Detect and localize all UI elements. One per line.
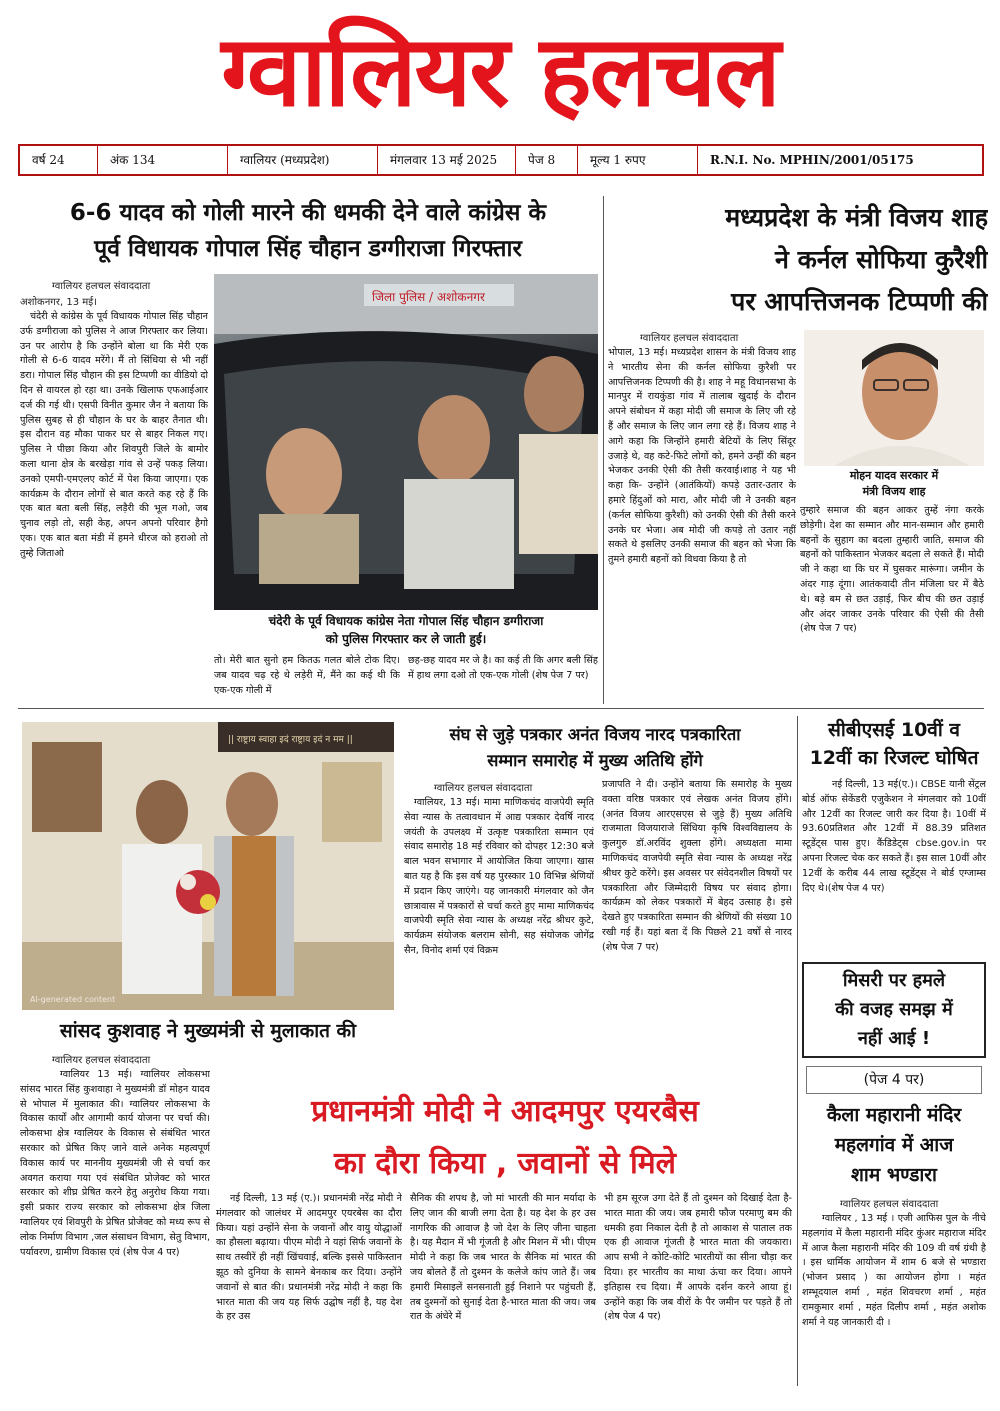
- ai-watermark: AI-generated content: [30, 995, 116, 1004]
- story7-byline: ग्वालियर हलचल संवाददाता: [840, 1199, 939, 1210]
- story6-headline-line1: प्रधानमंत्री मोदी ने आदमपुर एयरबैस: [311, 1094, 699, 1129]
- story1-column-1: चंदेरी से कांग्रेस के पूर्व विधायक गोपाल सिंह चौहान उर्फ डग्गीराजा को पुलिस ने आज गिरफ्तार कर लिया। उन पर आरोप है कि उन्होंने बोला था कि मेरी एक गोली से 6-6 यादव मरेंगे। मैं तो सिंधिया से भी नहीं डरा। गोपाल सिंह चौहान की इस टिप्पणी का वीडियो दो दिन से वायरल हो रहा था। उनके खिलाफ एफआईआर दर्ज की गई थी। एसपी विनीत कुमार जैन ने बताया कि पुलिस सुबह से ही चौहान के घर के बाहर तैनात थी। इस दौरान वह मौका पाकर घर से बाहर निकल गए। पुलिस ने पीछा किया और शिवपुरी जिले के बामोर कला थाना क्षेत्र के बरखेड़ा गांव से उन्हें पकड़ लिया। उनको एमपी-एमएलए कोर्ट में पेश किया जाएगा। एक कार्यक्रम के दौरान लोगों से बात करते कह रहे हैं कि एक बात बता बली सिंह, लड़ैरी की भूल गओ, जब चुनाव लड़ो तो, सही केह, अपन अपनो परिवार हैगो एक। एक बात बता मंडी में हमने धीरज को हराओ तो तुम्हे जिताओ: [20, 311, 208, 559]
- arrest-photo: [214, 274, 598, 610]
- place-of-publication: ग्वालियर (मध्यप्रदेश): [228, 145, 378, 175]
- story5-body: ग्वालियर 13 मई। ग्वालियर लोकसभा सांसद भारत सिंह कुशवाहा ने मुख्यमंत्री डॉ मोहन यादव से भोपाल में मुलाकात की। ग्वालियर लोकसभा के विकास कार्यों और आगामी कार्य योजना पर चर्चा की। लोकसभा क्षेत्र ग्वालियर के विकास से संबंधित भारत सरकार को प्रेषित किए जाने वाले अनेक महत्वपूर्ण विकास कार्य पर माननीय मुख्यमंत्री जी से चर्चा कर अवगत कराया गया एवं संबंधित प्रोजेक्ट को भारत सरकार को शीघ्र प्रेषित करने हेतु अनुरोध किया गया।इसी प्रकार राज्य सरकार को लोकसभा क्षेत्र जिला ग्वालियर एवं शिवपुरी के प्रेषित प्रोजेक्ट को मध्य रूप से लोक निर्माण विभाग ,जल संसाधन विभाग, सेतु विभाग, पर्यावरण, ग्रामीण विकास एवं (शेष पेज 4 पर): [20, 1069, 210, 1258]
- police-sign-text: जिला पुलिस / अशोकनगर: [372, 290, 485, 304]
- minister-caption-line1: मोहन यादव सरकार में: [849, 469, 939, 482]
- arrest-photo-caption-line2: को पुलिस गिरफ्तार कर ले जाती हुई।: [325, 632, 487, 646]
- story7-headline-line1: कैला महारानी मंदिर: [826, 1104, 962, 1126]
- story2-column-1: भोपाल, 13 मई। मध्यप्रदेश शासन के मंत्री विजय शाह ने भारतीय सेना की कर्नल सोफिया कुरैशी पर आपत्तिजनक टिप्पणी की है। शाह ने महू विधानसभा के मानपुर में रायकुंडा गांव में तालाब खुदाई के दौरान अपने संबोधन में कहा मोदी जी समाज के लिए जी रहे हैं और समाज के लिए जान लगा रहे हैं। विजय शाह ने आगे कहा कि जिन्होंने हमारी बेटियों के लिए सिंदूर उजाड़े थे, वह कटे-फिटे लोगों को, हमने उन्हीं की बहन भेजकर उनकी ऐसी की तैसी करवाई।शाह ने यह भी कहा कि- उन्होंने (आतंकियों) कपड़े उतार-उतार के हमारे हिंदुओं को मारा, और मोदी जी ने उनकी बहन (कर्नल सोफिया कुरैशी) को उनकी ऐसी की तैसी करने उनके घर भेजा। अब मोदी जी कपड़े तो उतार नहीं सकते थे इसलिए उनकी समाज की बहन को भेजा कि तुमने हमारी बहनों को विधवा किया है तो: [608, 347, 796, 566]
- story4-headline-line1: सीबीएसई 10वीं व: [828, 719, 960, 741]
- promo-line1: मिसरी पर हमले: [842, 970, 946, 991]
- story1-column-2: तो। मेरी बात सुनो हम कितऊ गलत बोले टोक दिए।जब यादव चढ़ रहे थे लड़ेरी में, मैंने का कई थी कि एक-एक गोली में: [214, 655, 400, 696]
- story6-column-3: भी हम सूरज उगा देते हैं तो दुश्मन को दिखाई देता है- भारत माता की जय। जब हमारी फौज परमाणु बम की धमकी हवा निकाल देती है तो आकाश से पाताल तक एक ही आवाज गूंजती है भारत माता की जयकारा। आप सभी ने कोटि-कोटि भारतीयों का सीना चौड़ा कर दिया। हर भारतीय का माथा ऊंचा कर दिया। आपने इतिहास रच दिया। मैं आपके दर्शन करने आया हूं। उन्होंने कहा कि जब वीरों के पैर जमीन पर पड़ते हैं तो (शेष पेज 4 पर): [604, 1193, 792, 1323]
- story6-headline-line2: का दौरा किया , जवानों से मिले: [333, 1146, 677, 1181]
- story2-headline-line1: मध्यप्रदेश के मंत्री विजय शाह: [725, 203, 988, 232]
- section-rule: [18, 708, 984, 709]
- volume-year: वर्ष 24: [20, 145, 98, 175]
- masthead-title: ग्वालियर हलचल: [221, 15, 779, 129]
- story3-headline-line1: संघ से जुड़े पत्रकार अनंत विजय नारद पत्रकारिता: [449, 725, 741, 744]
- story3-column-1: ग्वालियर, 13 मई। मामा माणिकचंद वाजपेयी स्मृति सेवा न्यास के तत्वावधान में आद्य पत्रकार देवर्षि नारद जयंती के उपलक्ष्य में उत्कृष्ट पत्रकारिता सम्मान एवं संवाद समारोह 18 मई रविवार को दोपहर 12:30 बजे बाल भवन सभागार में आयोजित किया जाएगा। खास बात यह है कि इस वर्ष यह पुरस्कार 10 विभिन्न श्रेणियों में प्रदान किए जाएंगे। यह जानकारी मंगलवार को जैन छात्रावास में पत्रकारों से चर्चा करते हुए मामा माणिकचंद वाजपेयी स्मृति सेवा न्यास के अध्यक्ष नरेंद्र श्रीधर कुटे, कार्यक्रम संयोजक बलराम सोनी, सह संयोजक जोगेंद्र सैन, विनोद शर्मा एवं विक्रम: [404, 797, 594, 956]
- story5-headline: सांसद कुशवाह ने मुख्यमंत्री से मुलाकात की: [59, 1020, 357, 1042]
- cm-meeting-photo: [22, 722, 394, 1010]
- column-rule: [603, 196, 604, 704]
- issue-date: मंगलवार 13 मई 2025: [378, 145, 516, 175]
- story2-column-2: तुम्हारे समाज की बहन आकर तुम्हें नंगा करके छोड़ेगी। देश का सम्मान और मान-सम्मान और हमारी बहनों के सुहाग का बदला तुम्हारी जाति, समाज की बहनों को पाकिस्तान भेजकर बदला ले सकते हैं। मोदी जी ने कहा था कि घर में घुसकर मारूंगा। जमीन के अंदर गाड़ दूंगा। आतंकवादी तीन मंजिला घर में बैठे थे। बड़े बम से छत उड़ाई, फिर बीच की छत उड़ाई और अंदर जाकर उनके परिवार की ऐसी की तैसी (शेष पेज 7 पर): [800, 505, 984, 635]
- minister-portrait: [804, 330, 984, 466]
- cm-meeting-photo-art: [22, 722, 394, 1010]
- story5-byline: ग्वालियर हलचल संवाददाता: [52, 1055, 151, 1066]
- story2-byline: ग्वालियर हलचल संवाददाता: [640, 333, 739, 344]
- story3-column-2: प्रजापति ने दी। उन्होंने बताया कि समारोह के मुख्य वक्ता वरिष्ठ पत्रकार एवं लेखक अनंत विजय होंगे। (अनंत विजय आरएसएस से जुड़े हैं) मुख्य अतिथि राजमाता विजयाराजे सिंधिया कृषि विश्वविद्यालय के कुलगुरु डॉ.अरविंद शुक्ला होंगे। अध्यक्षता मामा माणिकचंद वाजपेयी स्मृति सेवा न्यास के अध्यक्ष नरेंद्र श्रीधर कुटे करेंगे। इस अवसर पर संवेदनशील विषयों पर पत्रकारिता और जिम्मेदारी विषय पर संवाद होगा। कार्यक्रम को लेकर पत्रकारों में बेहद उत्साह है। इसे देखते हुए पत्रकारिता सम्मान की श्रेणियों की संख्या 10 रखी गई हैं। यहां बता दें कि पिछले 21 वर्षों से नारद (शेष पेज 7 पर): [602, 779, 792, 953]
- story1-headline-line1: 6-6 यादव को गोली मारने की धमकी देने वाले कांग्रेस के: [69, 200, 547, 226]
- story1-byline: ग्वालियर हलचल संवाददाता: [52, 281, 151, 292]
- story7-headline-line2: महलगांव में आज: [834, 1134, 954, 1156]
- story1-column-3: छह-छह यादव मर जे है। का कई ती कि अगर बली सिंह में हाथ लगा दओ तो एक-एक गोली (शेष पेज 7 पर): [408, 655, 598, 681]
- promo-line3: नहीं आई !: [857, 1028, 931, 1049]
- story6-column-1: नई दिल्ली, 13 मई (ए.)। प्रधानमंत्री नरेंद्र मोदी ने मंगलवार को जालंधर में आदमपुर एयरबेस का दौरा किया। यहां उन्होंने सेना के जवानों और वायु योद्धाओं का हौसला बढ़ाया। पीएम मोदी ने यहां सिर्फ जवानों के साथ तस्वीरें ही नहीं खिंचवाई, बल्कि इससे पाकिस्तान झूठ को दुनिया के सामने बेनकाब कर दिया। उन्होंने जवानों से बात की। प्रधानमंत्री नरेंद्र मोदी ने कहा कि भारत माता की जय यह सिर्फ उद्घोष नहीं है, यह देश के हर उस: [216, 1193, 402, 1323]
- story6-column-2: सैनिक की शपथ है, जो मां भारती की मान मर्यादा के लिए जान की बाजी लगा देता है। यह देश के हर उस नागरिक की आवाज है जो देश के लिए जीना चाहता है। यह मैदान में भी गूंजती है और मिशन में भी। पीएम मोदी ने कहा कि जब भारत के सैनिक मां भारत की जय बोलते हैं तो दुश्मन के कलेजे कांप जाते हैं। जब हमारी मिसाइलें सनसनाती हुई निशाने पर पहुंचती हैं, तब दुश्मनों को सुनाई देता है-भारत माता की जय। जब रात के अंधेरे में: [410, 1193, 596, 1323]
- photo-banner-text: || राष्ट्राय स्वाहा इदं राष्ट्राय इदं न मम ||: [228, 735, 353, 745]
- minister-portrait-art: [804, 330, 984, 466]
- issue-number: अंक 134: [98, 145, 228, 175]
- story4-headline-line2: 12वीं का रिजल्ट घोषित: [809, 747, 979, 769]
- story2-headline-line2: ने कर्नल सोफिया कुरैशी: [774, 245, 988, 274]
- rni-number: R.N.I. No. MPHIN/2001/05175: [710, 153, 914, 167]
- story1-dateline: अशोकनगर, 13 मई।: [20, 297, 97, 308]
- story1-headline-line2: पूर्व विधायक गोपाल सिंह चौहान डग्गीराजा गिरफ्तार: [94, 236, 522, 262]
- story7-body: ग्वालियर , 13 मई । एजी आफिस पुल के नीचे महलगांव में कैला महारानी मंदिर कुंअर महाराज मंदिर में आज कैला महारानी मंदिर की 109 वी वर्ष ग्रंथी है । इस धार्मिक आयोजन में शाम 6 बजे से भण्डारा (भोजन प्रसाद ) का आयोजन होगा । महंत शम्भूदयाल शर्मा , महंत शिवचरण शर्मा , महंत रामकुमार शर्मा , महंत दिलीप शर्मा , महंत अशोक शर्मा ने यह जानकारी दी ।: [802, 1213, 986, 1328]
- minister-caption-line2: मंत्री विजय शाह: [862, 485, 926, 498]
- right-column-rule: [797, 716, 798, 1386]
- promo-line2: की वजह समझ में: [835, 999, 953, 1020]
- story2-headline-line3: पर आपत्तिजनक टिप्पणी की: [731, 287, 988, 316]
- page-count: पेज 8: [516, 145, 578, 175]
- price: मूल्य 1 रुपए: [578, 145, 698, 175]
- issue-info-bar: [18, 144, 984, 176]
- promo-page-ref: (पेज 4 पर): [806, 1066, 982, 1094]
- story3-byline: ग्वालियर हलचल संवाददाता: [434, 783, 533, 794]
- story7-headline-line3: शाम भण्डारा: [851, 1164, 937, 1186]
- arrest-photo-caption-line1: चंदेरी के पूर्व विधायक कांग्रेस नेता गोपाल सिंह चौहान डग्गीराजा: [268, 614, 544, 628]
- arrest-photo-art: [214, 274, 598, 610]
- story4-body: नई दिल्ली, 13 मई(ए.)। CBSE यानी सेंट्रल बोर्ड ऑफ सेकेंडरी एजुकेशन ने मंगलवार को 10वीं और 12वीं का रिजल्ट जारी कर दिया है। 10वीं में 93.60प्रतिशत और 12वीं में 88.39 प्रतिशत स्टूडेंट्स पास हुए। कैंडिडेट्स cbse.gov.in पर अपना रिजल्ट चेक कर सकते हैं। इस साल 10वीं और 12वीं के करीब 44 लाख स्टूडेंट्स ने बोर्ड एग्जाम्स दिए थे।(शेष पेज 4 पर): [802, 779, 986, 894]
- story3-headline-line2: सम्मान समारोह में मुख्य अतिथि होंगे: [487, 751, 703, 770]
